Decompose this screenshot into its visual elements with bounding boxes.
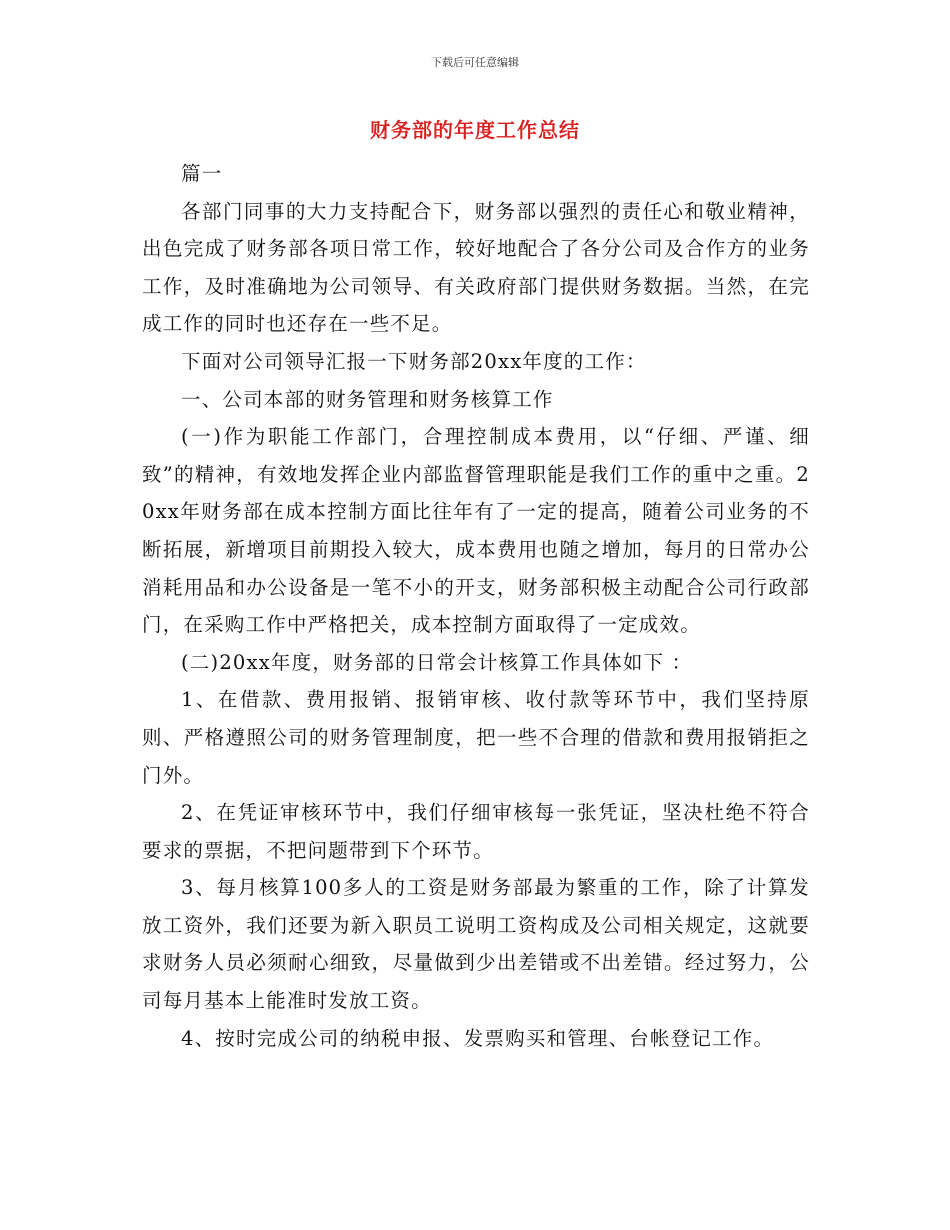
document-body: [142, 155, 810, 1057]
paragraph-item-3: 3、每月核算100多人的工资是财务部最为繁重的工作，除了计算发放工资外，我们还要为新入职员工说明工资构成及公司相关规定，这就要求财务人员必须耐心细致，尽量做到少出差错或不出差错。经过努力，公司每月基本上能准时发放工资。: [142, 876, 810, 1013]
paragraph-cost-control: (一)作为职能工作部门，合理控制成本费用，以“仔细、严谨、细致”的精神，有效地发挥企业内部监督管理职能是我们工作的重中之重。20xx年财务部在成本控制方面比往年有了一定的提高，随着公司业务的不断拓展，新增项目前期投入较大，成本费用也随之增加，每月的日常办公消耗用品和办公设备是一笔不小的开支，财务部积极主动配合公司行政部门，在采购工作中严格把关，成本控制方面取得了一定成效。: [142, 425, 810, 637]
paragraph-item-1: 1、在借款、费用报销、报销审核、收付款等环节中，我们坚持原则、严格遵照公司的财务管理制度，把一些不合理的借款和费用报销拒之门外。: [142, 688, 810, 787]
header-note: 下载后可任意编辑: [431, 56, 519, 69]
paragraph-item-2: 2、在凭证审核环节中，我们仔细审核每一张凭证，坚决杜绝不符合要求的票据，不把问题带到下个环节。: [142, 801, 810, 862]
document-title: 财务部的年度工作总结: [370, 118, 580, 142]
paragraph-section-label: 篇一: [181, 162, 223, 185]
paragraph-intro: 各部门同事的大力支持配合下，财务部以强烈的责任心和敬业精神，出色完成了财务部各项日常工作，较好地配合了各分公司及合作方的业务工作，及时准确地为公司领导、有关政府部门提供财务数据。当然，在完成工作的同时也还存在一些不足。: [142, 199, 810, 336]
paragraph-item-4: 4、按时完成公司的纳税申报、发票购买和管理、台帐登记工作。: [181, 1026, 775, 1050]
paragraph-heading-1: 一、公司本部的财务管理和财务核算工作: [181, 387, 554, 411]
paragraph-report-lead: 下面对公司领导汇报一下财务部20xx年度的工作：: [181, 349, 647, 373]
paragraph-accounting-lead: (二)20xx年度，财务部的日常会计核算工作具体如下 ：: [181, 650, 693, 674]
